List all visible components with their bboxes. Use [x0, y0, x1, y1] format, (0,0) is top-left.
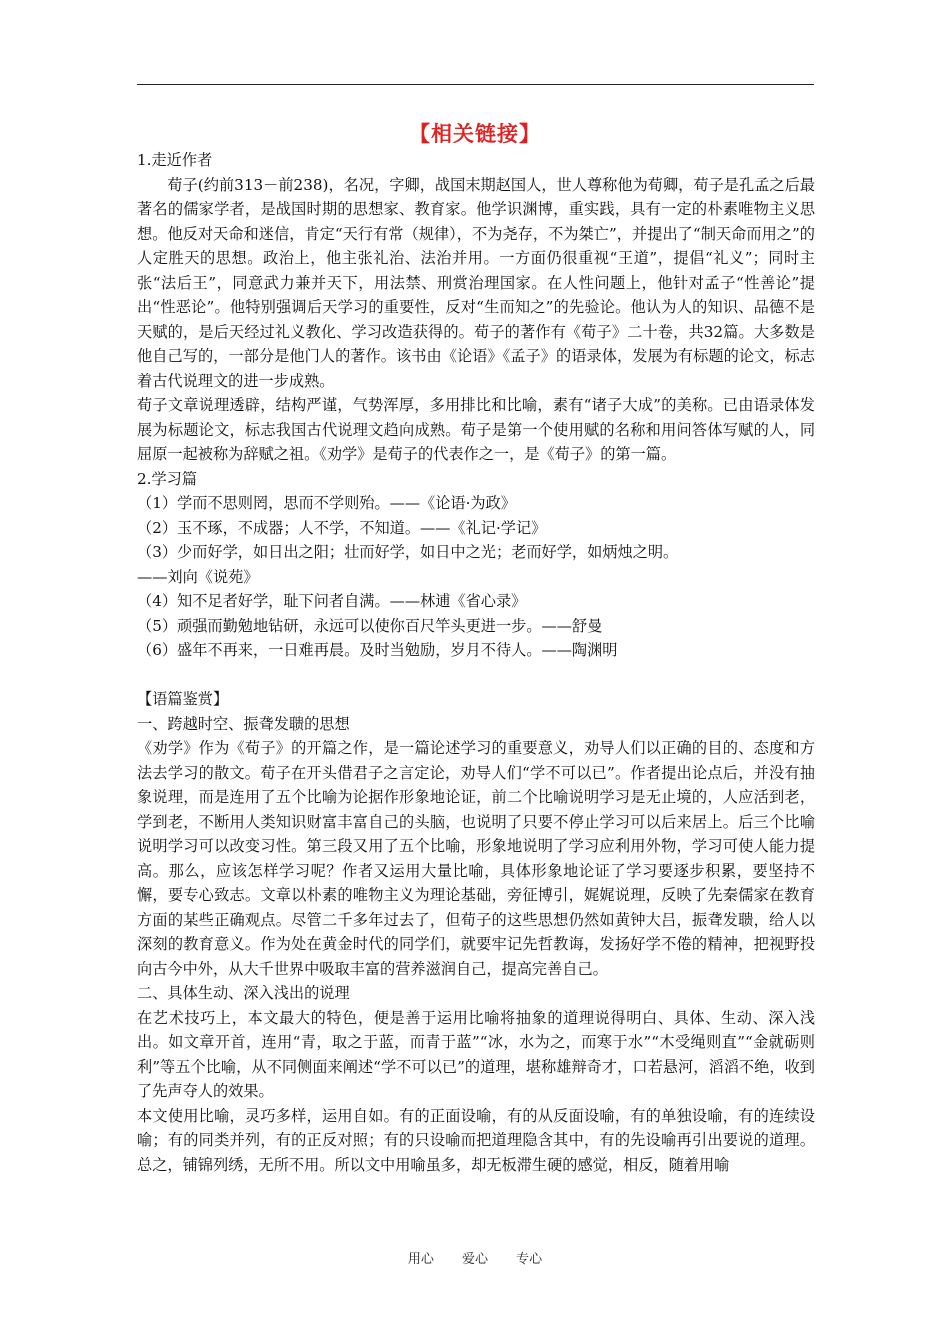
- page-footer: [0, 1248, 950, 1267]
- footer-word: 专心: [516, 1252, 543, 1267]
- quote-item: （5）顽强而勤勉地钻研，永远可以使你百尺竿头更进一步。——舒曼: [137, 616, 603, 635]
- style-paragraph: 荀子文章说理透辟，结构严谨，气势浑厚，多用排比和比喻，素有“诸子大成”的美称。已由语录体发展为标题论文，标志我国古代说理文趋向成熟。荀子是第一个使用赋的名称和用问答体写赋的人，同屈原一起被称为辞赋之祖。《劝学》是荀子的代表作之一，是《荀子》的第一篇。: [137, 396, 815, 463]
- quote-item: （2）玉不琢，不成器；人不学，不知道。——《礼记·学记》: [137, 518, 547, 537]
- page-title: 【相关链接】: [409, 122, 541, 146]
- thought-paragraph: 《劝学》作为《荀子》的开篇之作，是一篇论述学习的重要意义，劝导人们以正确的目的、态度和方法去学习的散文。荀子在开头借君子之言定论，劝导人们“学不可以已”。作者提出论点后，并没有抽象说理，而是连用了五个比喻为论据作形象地论证，前二个比喻说明学习是无止境的，人应活到老，学到老，不断用人类知识财富丰富自己的头脑，也说明了只要不停止学习可以后来居上。后三个比喻说明学习可以改变习性。第三段又用了五个比喻，形象地说明了学习应利用外物，学习可使人能力提高。那么，应该怎样学习呢？作者又运用大量比喻，具体形象地论证了学习要逐步积累，要坚持不懈，要专心致志。文章以朴素的唯物主义为理论基础，旁征博引，娓娓说理，反映了先秦儒家在教育方面的某些正确观点。尽管二千多年过去了，但荀子的这些思想仍然如黄钟大吕，振聋发聩，给人以深刻的教育意义。作为处在黄金时代的同学们，就要牢记先哲教诲，发扬好学不倦的精神，把视野投向古今中外，从大千世界中吸取丰富的营养滋润自己，提高完善自己。: [137, 739, 815, 978]
- reasoning-paragraph-1: 在艺术技巧上，本文最大的特色，便是善于运用比喻将抽象的道理说得明白、具体、生动、深入浅出。如文章开首，连用“青，取之于蓝，而青于蓝”“冰，水为之，而寒于水”“木受绳则直”“金就砺则利”等五个比喻，从不同侧面来阐述“学不可以已”的道理，堪称雄辩奇才，口若悬河，滔滔不绝，收到了先声夺人的效果。: [137, 1008, 815, 1100]
- quote-item: （3）少而好学，如日出之阳；壮而好学，如日中之光；老而好学，如炳烛之明。: [137, 543, 679, 561]
- subheading-reasoning: 二、具体生动、深入浅出的说理: [137, 984, 350, 1002]
- quote-attribution: ——刘向《说苑》: [137, 567, 259, 586]
- footer-word: 爱心: [461, 1252, 488, 1267]
- reasoning-paragraph-2: 本文使用比喻，灵巧多样，运用自如。有的正面设喻，有的从反面设喻，有的单独设喻，有的连续设喻；有的同类并列，有的正反对照；有的只设喻而把道理隐含其中，有的先设喻再引出要说的道理。总之，铺锦列绣，无所不用。所以文中用喻虽多，却无板滞生硬的感觉，相反，随着用喻: [137, 1106, 815, 1174]
- author-paragraph: 荀子(约前313－前238)，名况，字卿，战国末期赵国人，世人尊称他为荀卿，荀子是孔孟之后最著名的儒家学者，是战国时期的思想家、教育家。他学识渊博，重实践，具有一定的朴素唯物主义思想。他反对天命和迷信，肯定“天行有常（规律），不为尧存，不为桀亡”，并提出了“制天命而用之”的人定胜天的思想。政治上，他主张礼治、法治并用。一方面仍很重视“王道”，提倡“礼义”；同时主张“法后王”，同意武力兼并天下，用法禁、刑赏治理国家。在人性问题上，他针对孟子“性善论”提出“性恶论”。他特别强调后天学习的重要性，反对“生而知之”的先验论。他认为人的知识、品德不是天赋的，是后天经过礼义教化、学习改造获得的。荀子的著作有《荀子》二十卷，共32篇。大多数是他自己写的，一部分是他门人的著作。该书由《论语》《孟子》的语录体，发展为有标题的论文，标志着古代说理文的进一步成熟。: [137, 175, 815, 390]
- quote-item: （1）学而不思则罔，思而不学则殆。——《论语·为政》: [137, 494, 516, 512]
- quote-item: （6）盛年不再来，一日难再晨。及时当勉励，岁月不待人。——陶渊明: [137, 641, 618, 659]
- document-body: [137, 148, 815, 1177]
- section-heading-study: 2.学习篇: [137, 469, 198, 488]
- subheading-thought: 一、跨越时空、振聋发聩的思想: [137, 714, 350, 733]
- section-heading-author: 1.走近作者: [137, 151, 213, 169]
- header-rule: [137, 84, 814, 85]
- section-heading-appreciation: 【语篇鉴赏】: [137, 690, 229, 708]
- spacer: [137, 663, 815, 688]
- quote-item: （4）知不足者好学，耻下问者自满。——林逋《省心录》: [137, 592, 527, 610]
- footer-word: 用心: [407, 1252, 434, 1267]
